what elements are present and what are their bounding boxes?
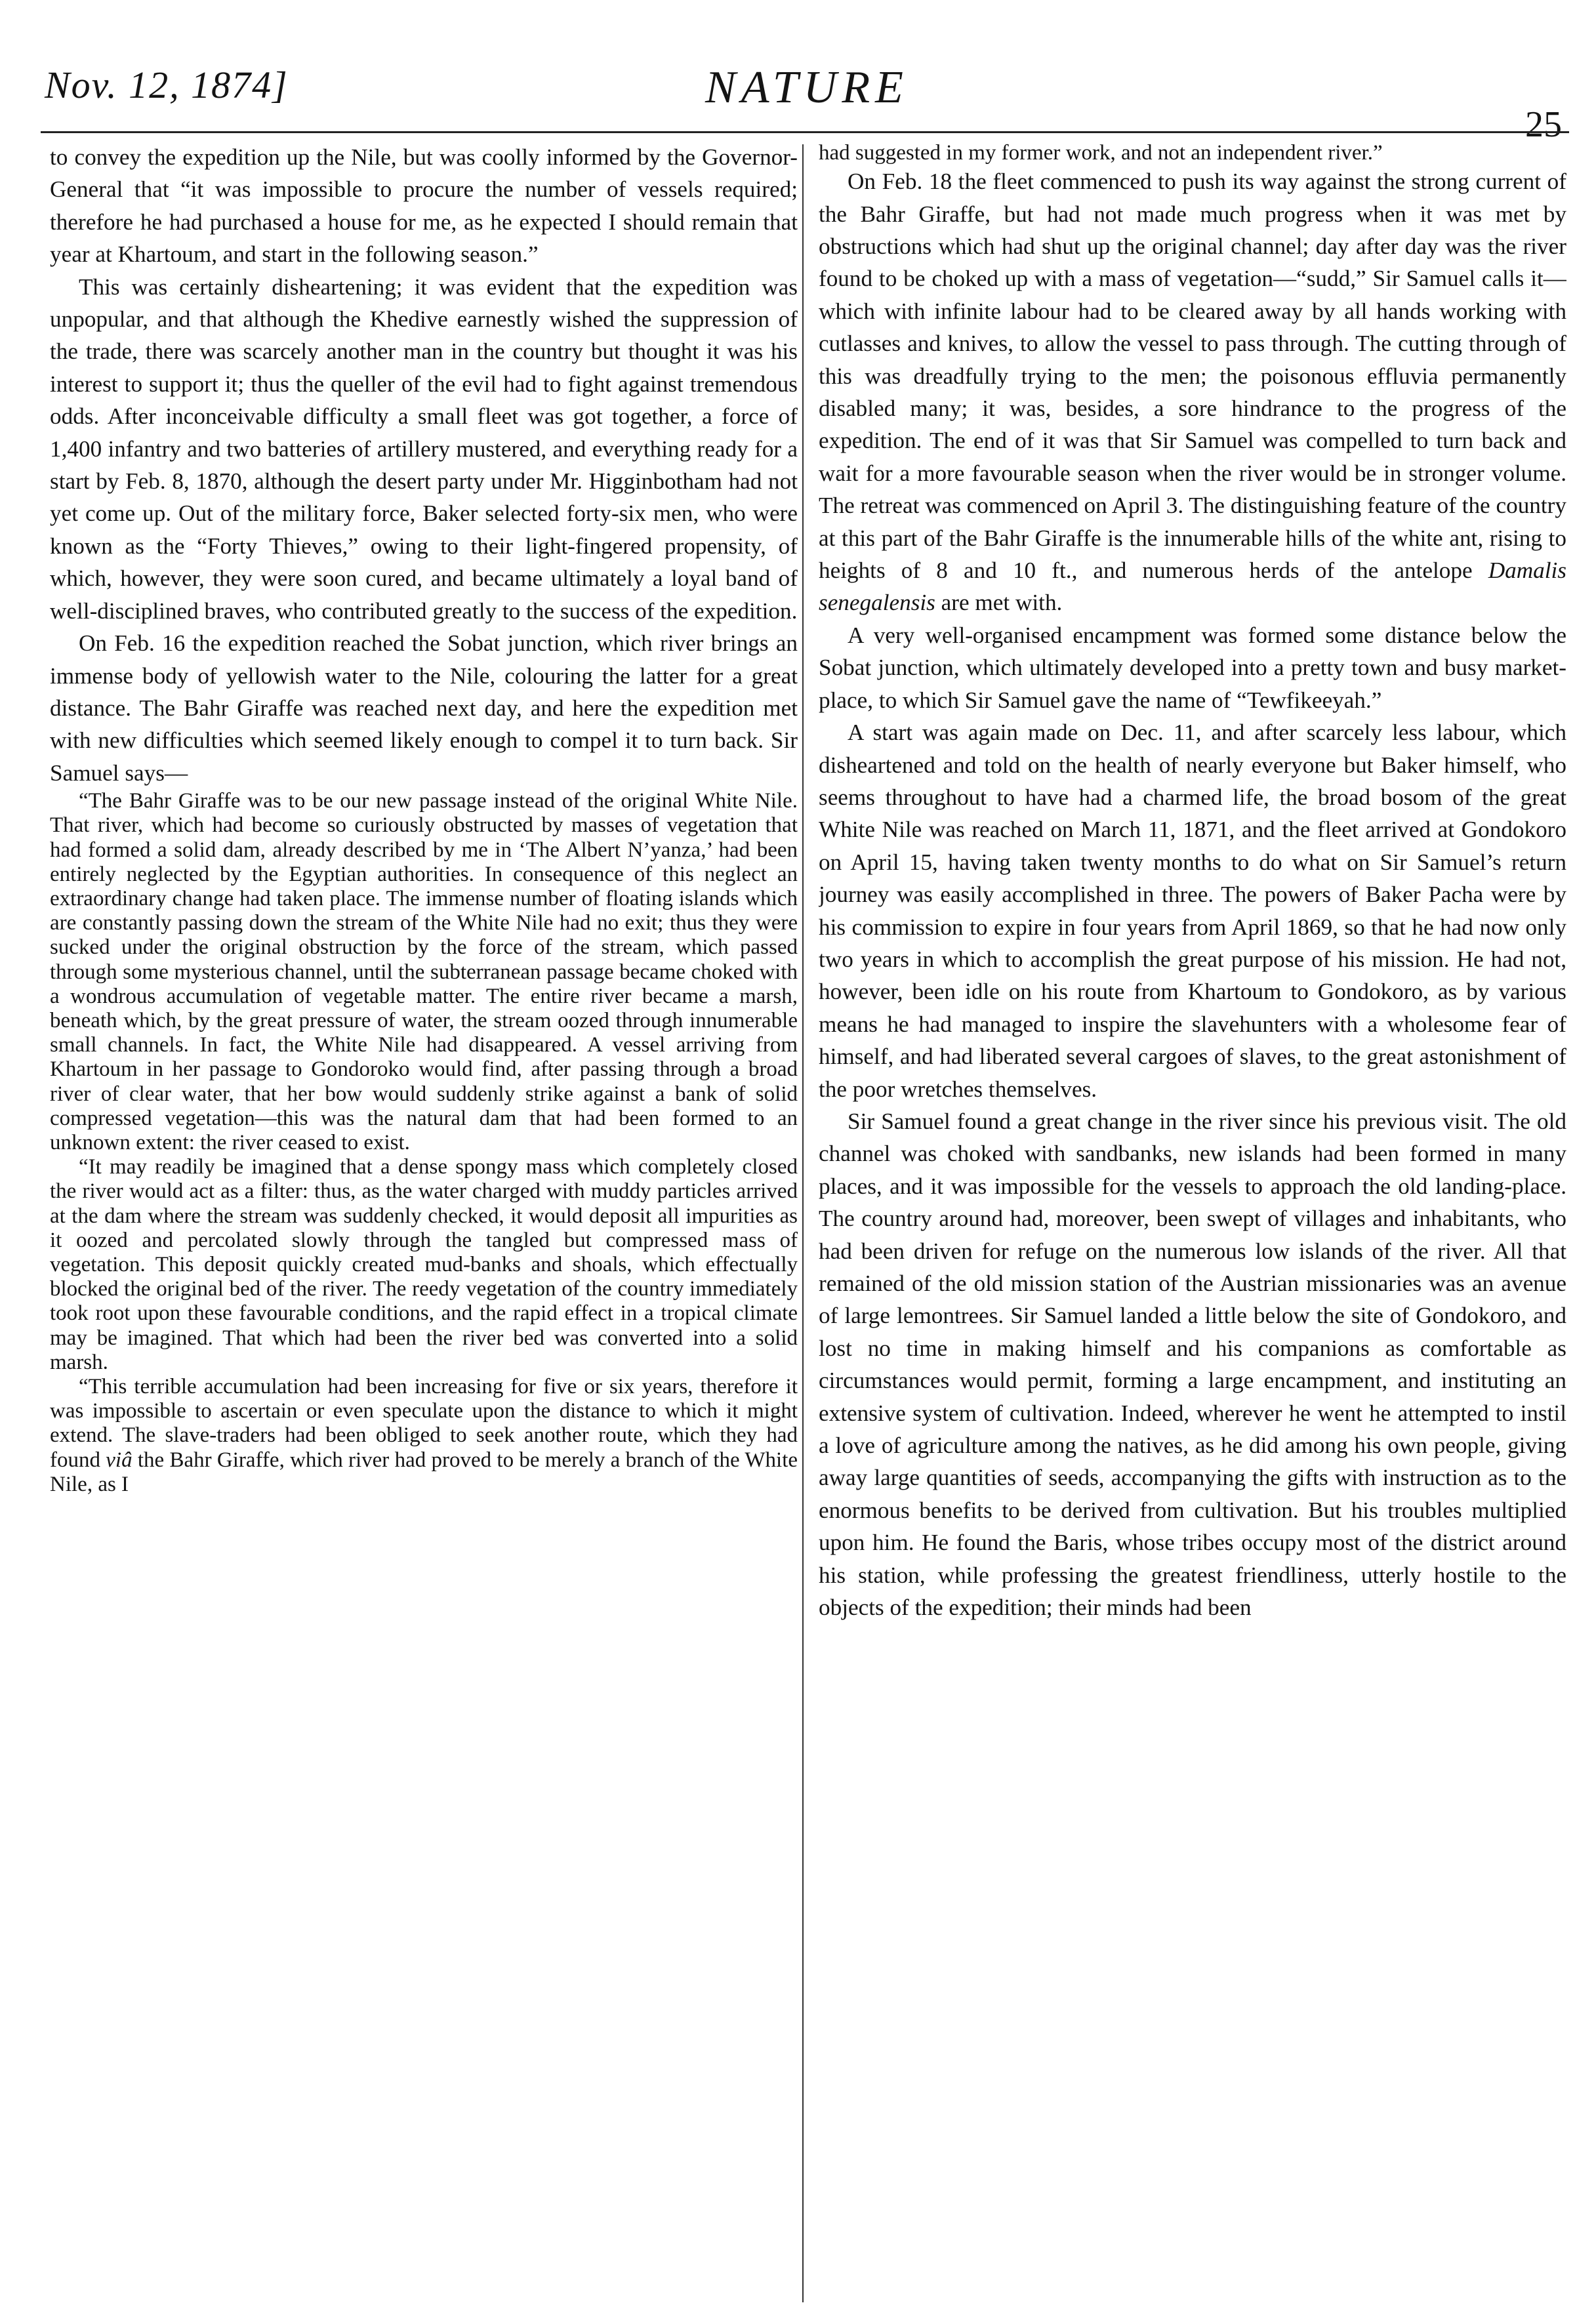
species-name: Damalis senegalensis [819,558,1566,616]
quote-paragraph-3 [50,1375,798,1497]
right-quote-end: had suggested in my former work, and not an independent river.” [819,141,1383,165]
journal-title: NATURE [705,62,909,113]
quote-paragraph-3-tail: the Bahr Giraffe, which river had proved to be merely a branch of the White Nile, as I [50,1448,798,1496]
left-paragraph-2: This was certainly disheartening; it was evident that the expedition was unpopular, and that although the Khedive earnestly wished the suppression of the trade, there was scarcely another man in the country but thought it was his interest to support it; thus the queller of the evil had to fight against tremendous odds. After inconceivable difficulty a small fleet was got together, a force of 1,400 infantry and two batteries of artillery mustered, and everything ready for a start by Feb. 8, 1870, although the desert party under Mr. Higginbotham had not yet come up. Out of the military force, Baker selected forty-six men, who were known as the “Forty Thieves,” owing to their light-fingered propensity, of which, however, they were soon cured, and became ultimately a loyal band of well-disciplined braves, who contributed greatly to the success of the expedition. [50,274,798,624]
page-number: 25 [1525,104,1562,145]
quoted-passage [50,789,798,1497]
right-paragraph-2-text: On Feb. 18 the fleet commenced to push its way against the strong current of the Bahr Giraffe, but had not made much progress when it was met by obstructions which had shut up the original channel; day after day was the river found to be choked up with a mass of vegetation—“sudd,” Sir Samuel calls it—which with infinite labour had to be cleared away by all hands working with cutlasses and knives, to allow the vessel to pass through. The cutting through of this was dreadfully trying to the men; the poisonous effluvia permanently disabled many; it was, besides, a sore hindrance to the progress of the expedition. The end of it was that Sir Samuel was compelled to turn back and wait for a more favourable season when the river would be in stronger volume. The retreat was commenced on April 3. The distinguishing feature of the country at this part of the Bahr Giraffe is the innumerable hills of the white ant, rising to heights of 8 and 10 ft., and numerous herds of the antelope [819,169,1566,584]
quote-paragraph-2: “It may readily be imagined that a dense spongy mass which completely closed the river would act as a filter: thus, as the water charged with muddy particles arrived at the dam where the stream was suddenly checked, it would deposit all impurities as it oozed and percolated slowly through the tangled but compressed mass of vegetation. This deposit quickly created mud-banks and shoals, which effectually blocked the original bed of the river. The reedy vegetation of the country immediately took root upon these favourable conditions, and the rapid effect in a tropical climate may be imagined. That which had been the river bed was converted into a solid marsh. [50,1155,798,1374]
right-column [819,141,1566,2299]
right-paragraph-4: A start was again made on Dec. 11, and after scarcely less labour, which disheartened and told on the health of nearly everyone but Baker himself, who seems throughout to have had a charmed life, the broad bosom of the great White Nile was reached on March 11, 1871, and the fleet arrived at Gondokoro on April 15, having taken twenty months to do what on Sir Samuel’s return journey was easily accomplished in three. The powers of Baker Pacha were by his commission to expire in four years from April 1869, so that he had now only two years in which to accomplish the great purpose of his mission. He had not, however, been idle on his route from Khartoum to Gondokoro, as by various means he had managed to inspire the slavehunters with a wholesome fear of himself, and had liberated several cargoes of slaves, to the great astonishment of the poor wretches themselves. [819,720,1566,1102]
column-divider [802,144,804,2302]
quote-paragraph-1: “The Bahr Giraffe was to be our new passage instead of the original White Nile. That river, which had become so curiously obstructed by masses of vegetation that had formed a solid dam, already described by me in ‘The Albert N’yanza,’ had been entirely neglected by the Egyptian authorities. In consequence of this neglect an extraordinary change had taken place. The immense number of floating islands which are constantly passing down the stream of the White Nile had no exit; thus they were sucked under the original obstruction by the force of the stream, which passed through some mysterious channel, until the subterranean passage became choked with a wondrous accumulation of vegetable matter. The entire river became a marsh, beneath which, by the great pressure of water, the stream oozed through innumerable small channels. In fact, the White Nile had disappeared. A vessel arriving from Khartoum in her passage to Gondoroko would find, after passing through a broad river of clear water, that her bow would suddenly strike against a bank of solid compressed vegetation—this was the natural dam that had been formed to an unknown extent: the river ceased to exist. [50,789,798,1154]
right-paragraph-2 [819,165,1566,619]
right-paragraph-2-tail: are met with. [941,590,1063,616]
quoted-passage-end [819,141,1566,165]
left-column [50,141,798,2299]
right-paragraph-5: Sir Samuel found a great change in the river since his previous visit. The old channel was choked with sandbanks, new islands had been formed in many places, and it was impossible for the vessels to approach the old landing-place. The country around had, moreover, been swept of villages and inhabitants, who had been driven for refuge on the numerous low islands of the river. All that remained of the old mission station of the Austrian missionaries was an avenue of large lemontrees. Sir Samuel landed a little below the site of Gondokoro, and lost no time in making himself and his companions as comfortable as circumstances would permit, forming a large encampment, and instituting an extensive system of cultivation. Indeed, wherever he went he attempted to instil a love of agriculture among the natives, as he did among his own people, giving away large quantities of seeds, accompanying the gifts with instruction as to the enormous benefits to be derived from cultivation. But his troubles multiplied upon him. He found the Baris, whose tribes occupy most of the district around his station, while professing the greatest friendliness, utterly hostile to the objects of the expedition; their minds had been [819,1108,1566,1621]
header-rule [41,131,1569,133]
page-header [0,0,1596,145]
via-term: viâ [106,1448,133,1472]
right-paragraph-3: A very well-organised encampment was formed some distance below the Sobat junction, which ultimately developed into a pretty town and busy market-place, to which Sir Samuel gave the name of “Tewfikeeyah.” [819,622,1566,713]
quote-paragraph-3-text: “This terrible accumulation had been increasing for five or six years, therefore it was impossible to ascertain or even speculate upon the distance to which it might extend. The slave-traders had been obliged to seek another route, which they had found [50,1375,798,1472]
left-paragraph-3: On Feb. 16 the expedition reached the Sobat junction, which river brings an immense body of yellowish water to the Nile, colouring the latter for a great distance. The Bahr Giraffe was reached next day, and here the expedition met with new difficulties which seemed likely enough to compel it to turn back. Sir Samuel says— [50,630,798,786]
issue-date: Nov. 12, 1874] [45,64,289,106]
left-paragraph-1: to convey the expedition up the Nile, but was coolly informed by the Governor-General that “it was impossible to procure the number of vessels required; therefore he had purchased a house for me, as he expected I should remain that year at Khartoum, and start in the following season.” [50,144,798,268]
